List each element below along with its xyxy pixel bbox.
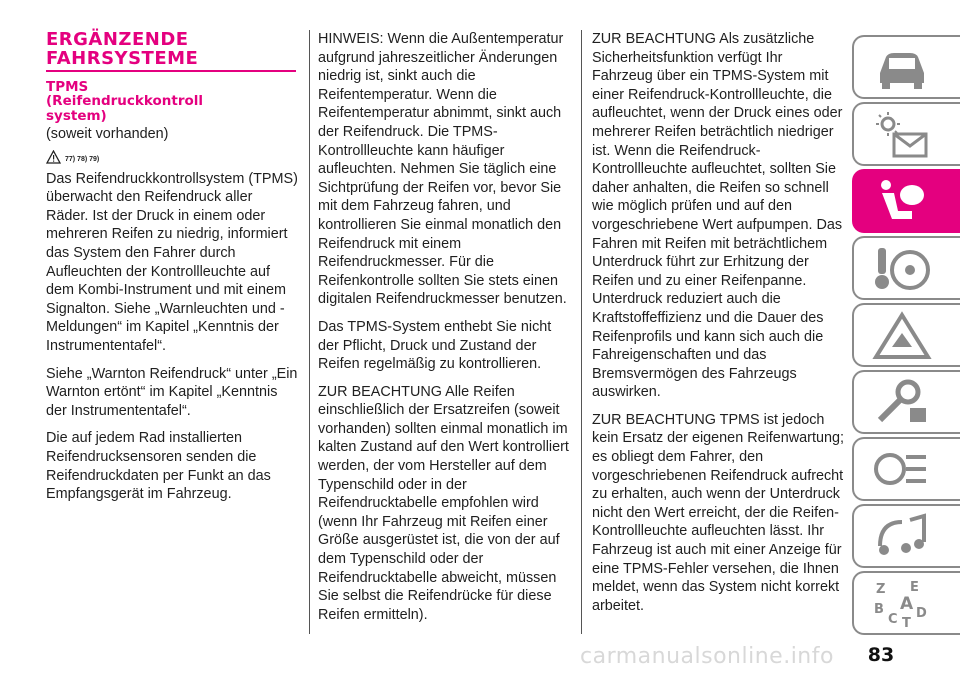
column-3	[592, 30, 844, 624]
col1-paragraph: Das Reifendruckkontrollsystem (TPMS) überwacht den Reifendruck aller Räder. Ist der Druck in einem oder mehreren Reifen zu niedrig, informiert das System den Fahrer durch Aufleuchten der Kontrollleuchte auf dem Kombi-Instrument und mit einem Signalton. Siehe „Warnleuchten und -Meldungen“ im Kapitel „Kenntnis der Instrumententafel“.	[46, 170, 298, 354]
column-divider	[309, 30, 310, 634]
tab-technical-data[interactable]	[852, 437, 960, 501]
warning-lights-icon	[872, 110, 932, 160]
tab-maintenance[interactable]	[852, 370, 960, 434]
car-icon	[872, 43, 932, 93]
col1-paragraph: Siehe „Warnton Reifendruck“ unter „Ein Warnton ertönt“ im Kapitel „Kenntnis der Instrumententafel“.	[46, 365, 298, 419]
tab-multimedia[interactable]	[852, 504, 960, 568]
page-number: 83	[867, 644, 895, 666]
subsection-title: TPMS (Reifendruckkontroll system)	[46, 78, 204, 124]
index-letter: A	[900, 594, 914, 614]
tab-vehicle[interactable]	[852, 35, 960, 99]
multimedia-icon	[872, 512, 932, 562]
column-1	[46, 30, 298, 513]
col2-paragraph: Das TPMS-System enthebt Sie nicht der Pflicht, Druck und Zustand der Reifen regelmäßig zu kontrollieren.	[318, 318, 552, 373]
index-icon	[872, 579, 932, 629]
breakdown-triangle-icon	[872, 311, 932, 361]
index-letter: Z	[876, 582, 886, 597]
warning-references	[46, 150, 298, 164]
airbag-seat-icon	[872, 177, 932, 227]
warning-refs-text: 77) 78) 79)	[65, 155, 100, 163]
index-letter: D	[916, 606, 927, 621]
col3-paragraph: ZUR BEACHTUNG Als zusätzliche Sicherheitsfunktion verfügt Ihr Fahrzeug über ein TPMS-System mit einer Reifendruck-Kontrollleuchte, die aufleuchtet, wenn der Druck eines oder mehrerer Reifen beträchtlich niedriger ist. Wenn die Reifendruck-Kontrollleuchte aufleuchtet, sollten Sie daher anhalten, die Reifen so schnell wie möglich prüfen und auf den vorgeschriebene Wert aufpumpen. Das Fahren mit Reifen mit beträchtlichem Unterdruck führt zur Erhitzung der Reifen und zu einer Reifenpanne. Unterdruck reduziert auch die Kraftstoffeffizienz und die Dauer des Reifenprofils und kann sich auch die Fahreigenschaften und das Bremsvermögen des Fahrzeugs auswirken.	[592, 31, 843, 401]
section-title: ERGÄNZENDE FAHRSYSTEME	[46, 29, 199, 69]
specs-icon	[872, 445, 932, 495]
tab-safety[interactable]	[852, 169, 960, 233]
title-underline	[46, 70, 296, 72]
index-letter: C	[888, 612, 898, 627]
key-steering-wheel-icon	[872, 244, 932, 294]
availability-note: (soweit vorhanden)	[46, 126, 169, 142]
tab-index[interactable]	[852, 571, 960, 635]
col2-paragraph: ZUR BEACHTUNG Alle Reifen einschließlich der Ersatzreifen (soweit vorhanden) sollten einmal monatlich im kalten Zustand auf den Wert kontrolliert werden, der vom Hersteller auf dem Typenschild oder in der Reifendrucktabelle empfohlen wird (wenn Ihr Fahrzeug mit Reifen einer Größe ausgerüstet ist, die von der auf dem Typenschild oder der Reifendrucktabelle abweicht, müssen Sie selbst die Reifendrücke für diese Reifen ermitteln).	[318, 383, 569, 623]
warning-triangle-icon	[46, 150, 61, 164]
index-letter: T	[902, 616, 911, 629]
watermark: carmanualsonline.info	[580, 644, 834, 669]
col3-paragraph: ZUR BEACHTUNG TPMS ist jedoch kein Ersatz der eigenen Reifenwartung; es obliegt dem Fahrer, den vorgeschriebenen Reifendruck aufrecht zu erhalten, auch wenn der Unterdruck nicht den Wert erreicht, der die Reifen-Kontrollleuchte aufleuchten lässt. Ihr Fahrzeug ist auch mit einer Anzeige für eine TPMS-Fehler versehen, die Ihnen meldet, wenn das System nicht korrekt arbeitet.	[592, 411, 844, 614]
service-wrench-icon	[872, 378, 932, 428]
column-2	[318, 30, 570, 633]
col1-paragraph: Die auf jedem Rad installierten Reifendrucksensoren senden die Reifendruckdaten per Funkt an das Empfangsgerät im Fahrzeug.	[46, 430, 271, 503]
index-letter: B	[874, 602, 884, 617]
tab-warning-lights[interactable]	[852, 102, 960, 166]
col2-paragraph: HINWEIS: Wenn die Außentemperatur aufgrund jahreszeitlicher Änderungen niedrig ist, sinkt auch die Reifentemperatur. Wenn die Reifentemperatur abnimmt, sinkt auch der Reifendruck. Die TPMS-Kontrollleuchte kann häufiger aufleuchten. Nehmen Sie täglich eine Sichtprüfung der Reifen vor, bevor Sie mit dem Fahrzeug fahren, und kontrollieren Sie einmal monatlich den Reifendruck mit einem Reifendruckmesser. Für die Reifenkontrolle sollten Sie stets einen digitalen Reifendruckmesser benutzen.	[318, 31, 567, 308]
index-letter: E	[910, 580, 919, 595]
tab-starting-driving[interactable]	[852, 236, 960, 300]
column-divider	[581, 30, 582, 634]
tab-emergency[interactable]	[852, 303, 960, 367]
